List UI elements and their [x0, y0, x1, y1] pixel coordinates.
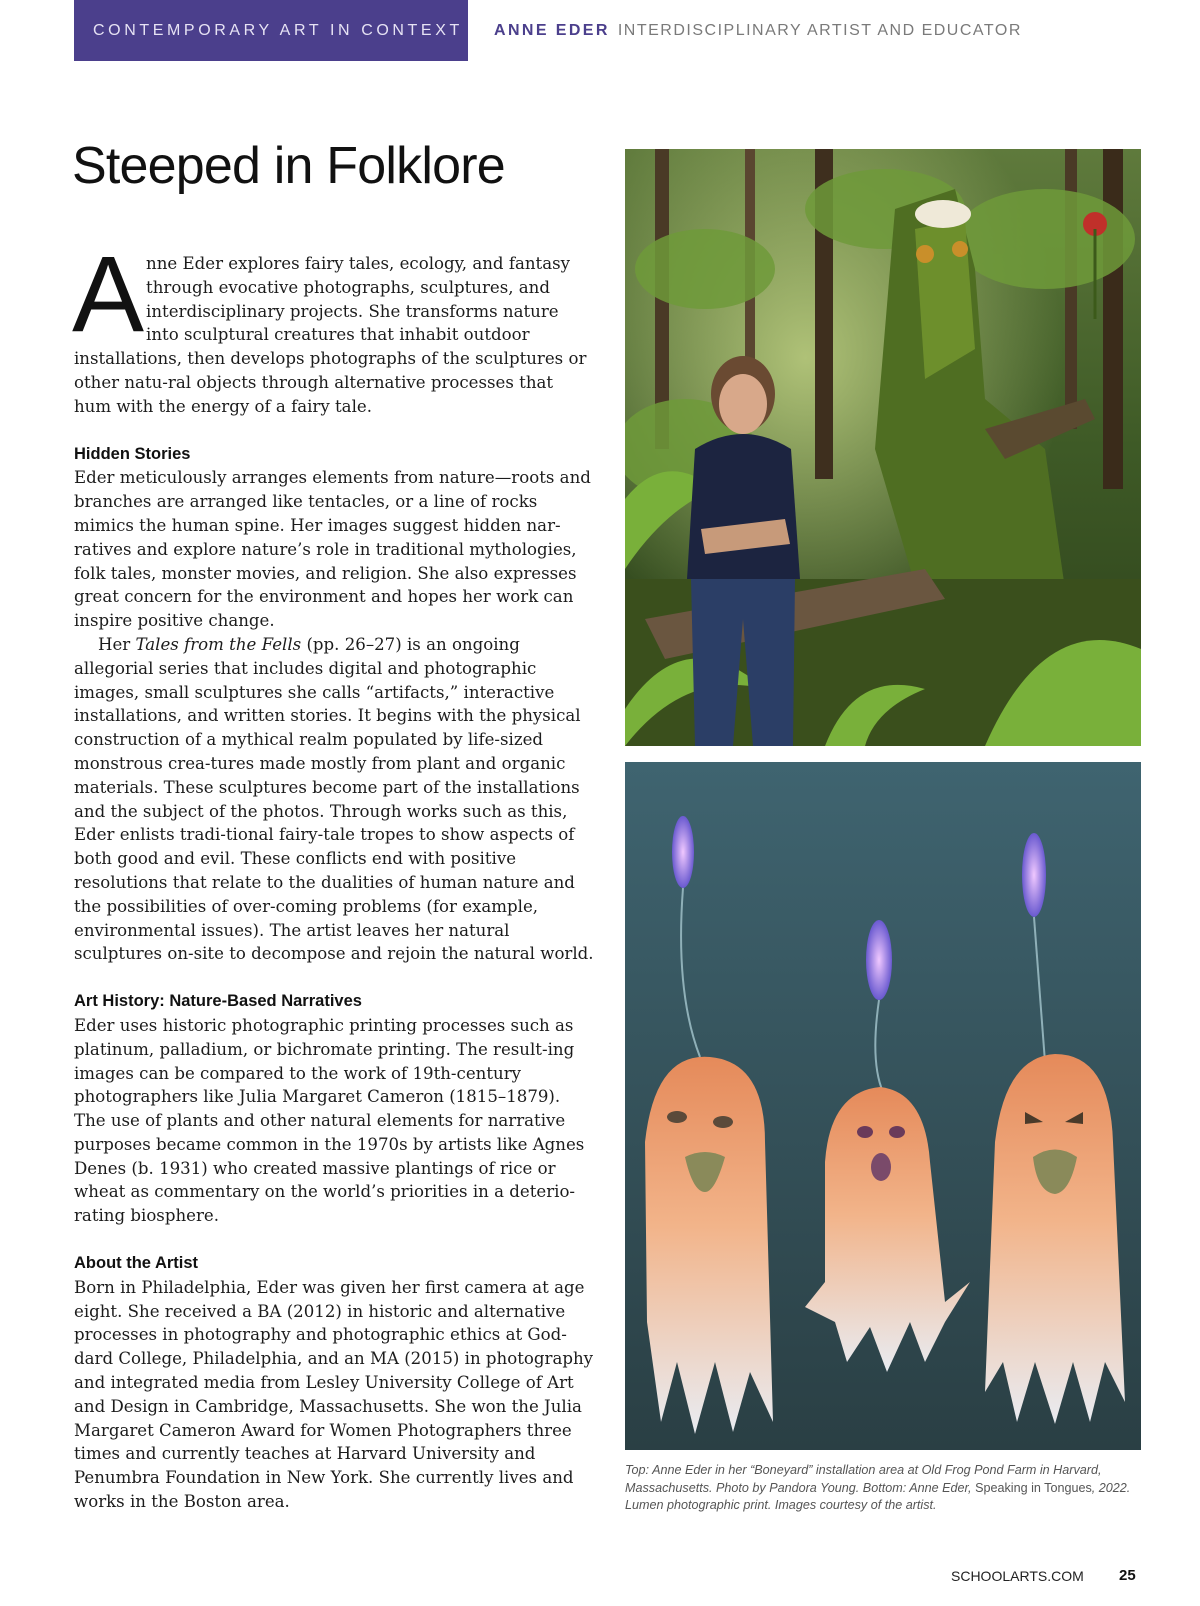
- artist-byline: [494, 0, 1022, 61]
- para-text: (pp. 26–27) is an ongoing allegorial series that includes digital and photographic images, small sculptures she calls “artifacts,” interactive installations, and written stories. It begins with the physical construction of a mythical realm populated by life-sized monstrous crea-tures made mostly from plant and organic materials. These sculptures become part of the installations and the subject of the photos. Through works such as this, Eder enlists tradi-tional fairy-tale tropes to show aspects of both good and evil. These conflicts end with positive resolutions that relate to the dualities of human nature and the possibilities of over-coming problems (for example, environmental issues). The artist leaves her natural sculptures on-site to decompose and rejoin the natural world.: [74, 634, 594, 964]
- article-title: Steeped in Folklore: [72, 137, 505, 195]
- body-paragraph: Eder uses historic photographic printing processes such as platinum, palladium, or bichromate printing. The result-ing images can be compared to the work of 19th-century photographers like Julia Margaret Cameron (1815–1879). The use of plants and other natural elements for narrative purposes became common in the 1970s by artists like Agnes Denes (b. 1931) who created massive plantings of rice or wheat as commentary on the world’s priorities in a deterio-rating biosphere.: [74, 1015, 585, 1226]
- intro-text: nne Eder explores fairy tales, ecology, and fantasy through evocative photographs, sculptures, and interdisciplinary projects. She transforms nature into sculptural creatures that inhabit outdoor installations, then develops photographs of the sculptures or other natu-ral objects through alternative processes that hum with the energy of a fairy tale.: [74, 254, 587, 416]
- article-body: [72, 233, 594, 1514]
- photo-caption: [625, 1462, 1141, 1515]
- caption-work-title: Speaking in Tongues: [975, 1480, 1092, 1495]
- page-number: 25: [1119, 1567, 1136, 1584]
- caption-text: , 2022. Lumen photographic print. Images courtesy of the artist.: [625, 1480, 1131, 1512]
- ghost-print-illustration: [625, 762, 1141, 1450]
- section-heading-art-history: Art History: Nature-Based Narratives: [74, 992, 362, 1011]
- intro-paragraph: [72, 233, 594, 419]
- section-heading-about: About the Artist: [74, 1254, 199, 1273]
- work-title-tales: Tales from the Fells: [135, 634, 302, 654]
- section-heading-hidden-stories: Hidden Stories: [74, 444, 191, 463]
- body-paragraph: Eder meticulously arranges elements from nature—roots and branches are arranged like tentacles, or a line of rocks mimics the human spine. Her images suggest hidden nar-ratives and explore nature’s role in traditional mythologies, folk tales, monster movies, and religion. She also expresses great concern for the environment and hopes her work can inspire positive change.: [74, 468, 591, 631]
- section-banner: [74, 0, 468, 61]
- ghost-lumen-print: [625, 762, 1141, 1450]
- body-paragraph: Born in Philadelphia, Eder was given her first camera at age eight. She received a BA (2012) in historic and alternative processes in photography and photographic ethics at God-dard College, Philadelphia, and an MA (2015) in photography and integrated media from Lesley University College of Art and Design in Cambridge, Massachusetts. She won the Julia Margaret Cameron Award for Women Photographers three times and currently teaches at Harvard University and Penumbra Foundation in New York. She currently lives and works in the Boston area.: [74, 1277, 594, 1512]
- drop-cap: A: [72, 233, 145, 354]
- forest-portrait-photo: [625, 149, 1141, 746]
- body-paragraph-tales: [74, 633, 594, 966]
- caption-text: Top: Anne Eder in her “Boneyard” installation area at Old Frog Pond Farm in Harvard, Massachusetts. Photo by Pandora Young. Bottom: Anne Eder,: [625, 1463, 1102, 1495]
- artist-name: ANNE EDER: [494, 22, 610, 39]
- forest-scene-illustration: [625, 149, 1141, 746]
- footer-site: SCHOOLARTS.COM: [951, 1568, 1084, 1584]
- para-text: Her: [98, 634, 136, 654]
- artist-role: INTERDISCIPLINARY ARTIST AND EDUCATOR: [617, 22, 1022, 39]
- section-label: CONTEMPORARY ART IN CONTEXT: [93, 22, 463, 39]
